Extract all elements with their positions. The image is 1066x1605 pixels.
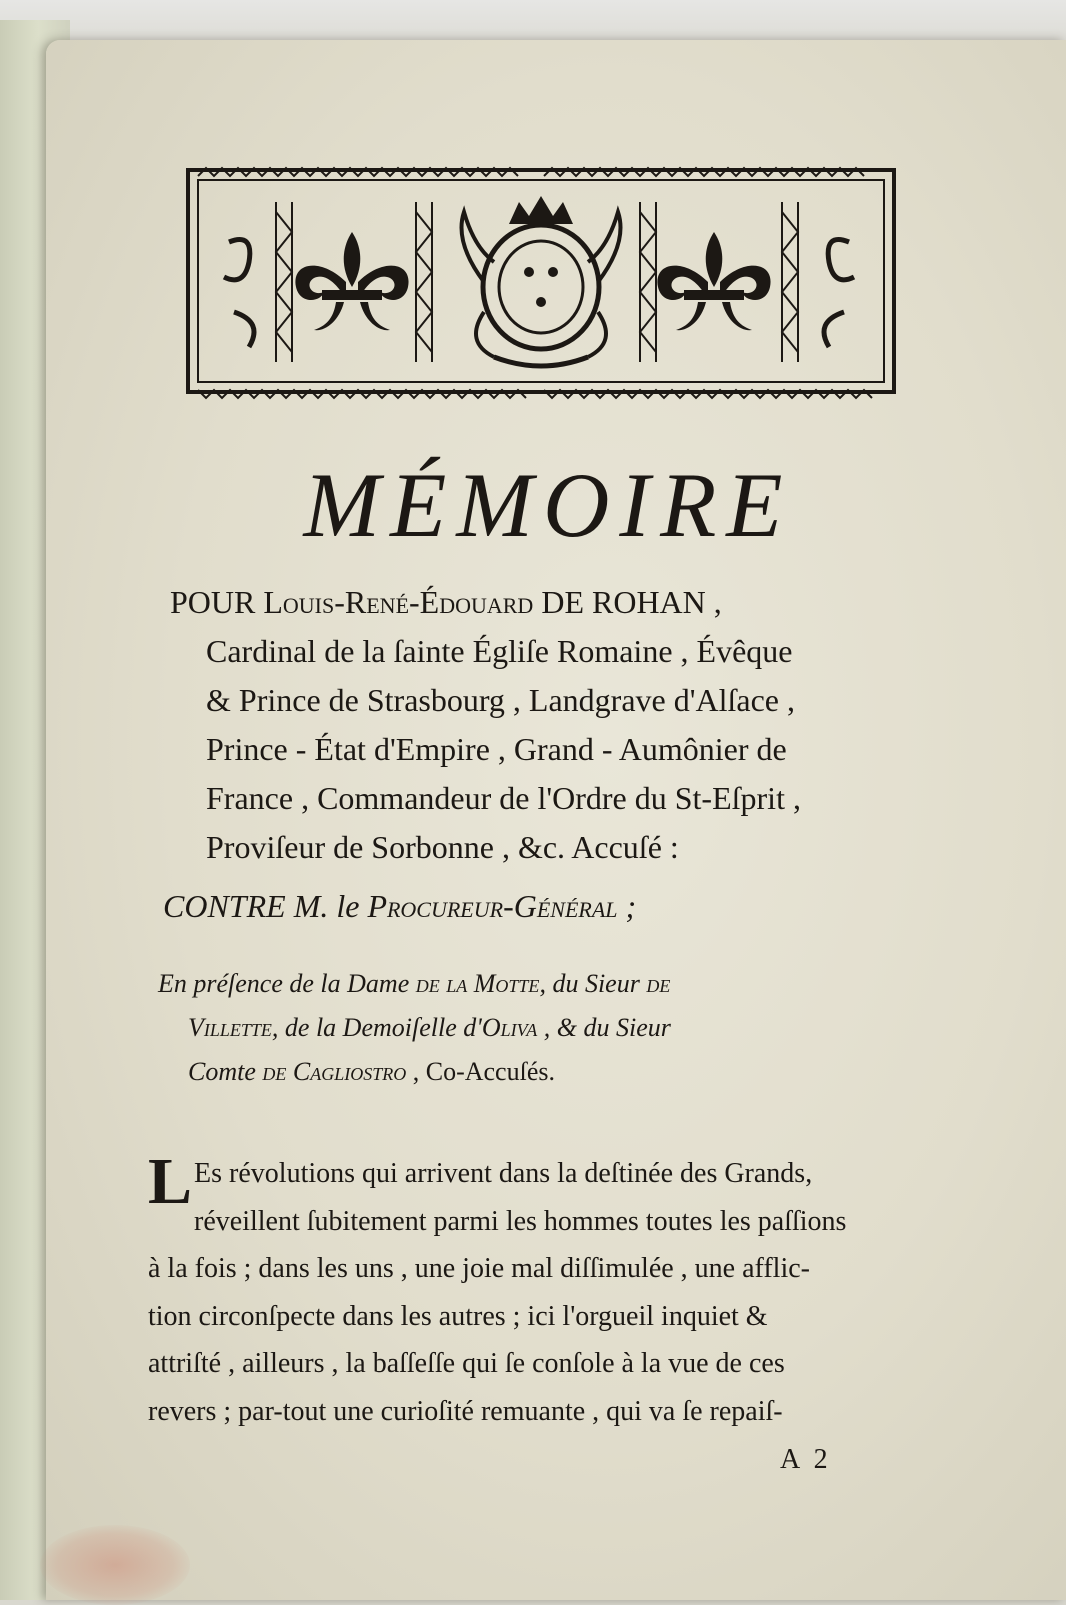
presence-text: , Co-Accuſés. [412,1057,555,1086]
contre-prefix: CONTRE M. le [163,888,360,924]
drop-capital: L [148,1145,193,1218]
presence-name: Villette [188,1013,272,1042]
presence-line-1 [158,962,948,1006]
presence-paragraph [158,962,948,1094]
pour-word: POUR [170,584,256,620]
presence-text: , de la Demoiſelle d' [271,1013,482,1042]
body-paragraph [148,1145,948,1435]
ornament-headpiece [184,162,900,402]
body-line-5: attriſté , ailleurs , la baſſeſſe qui ſe conſole à la vue de ces [148,1348,785,1379]
presence-name: de [646,969,671,998]
presence-name: Oliva [481,1013,538,1042]
presence-text: Comte [188,1057,256,1086]
page-title: MÉMOIRE [303,454,793,556]
pour-paragraph [170,578,930,872]
pour-line-6: Proviſeur de Sorbonne , &c. Accuſé : [206,829,679,865]
contre-name: Procureur-Général ; [367,888,637,924]
body-line-2: réveillent ſubitement parmi les hommes toutes les paſſions [194,1205,847,1237]
presence-name: de Cagliostro [262,1057,407,1086]
pour-line-5: France , Commandeur de l'Ordre du St-Eſprit , [206,780,801,816]
presence-text: , du Sieur [539,969,640,998]
presence-text: En préſence de la Dame [158,969,410,998]
body-line-6: revers ; par-tout une curioſité remuante , qui va ſe repaiſ- [148,1395,783,1427]
pour-line-3: & Prince de Strasbourg , Landgrave d'Alſace , [206,682,795,718]
presence-name: de la Motte [415,969,540,998]
contre-line [163,884,923,928]
pour-rest: DE ROHAN , [541,584,722,620]
paper-stain [40,1525,190,1605]
body-line-4: tion circonſpecte dans les autres ; ici l'orgueil inquiet & [148,1300,768,1332]
pour-line-4: Prince - État d'Empire , Grand - Aumônier de [206,731,787,767]
body-line-1: Es révolutions qui arrivent dans la deſtinée des Grands, [194,1158,813,1189]
pour-line-1 [170,578,930,627]
presence-text: , & du Sieur [543,1013,671,1042]
signature-mark: A 2 [780,1444,832,1475]
pour-line-2: Cardinal de la ſainte Égliſe Romaine , Évêque [206,633,793,669]
presence-line-2 [158,1006,948,1050]
pour-name: Louis-René-Édouard [263,584,534,620]
body-line-3: à la fois ; dans les uns , une joie mal diſſimulée , une afflic- [148,1253,810,1284]
presence-line-3 [158,1050,948,1094]
